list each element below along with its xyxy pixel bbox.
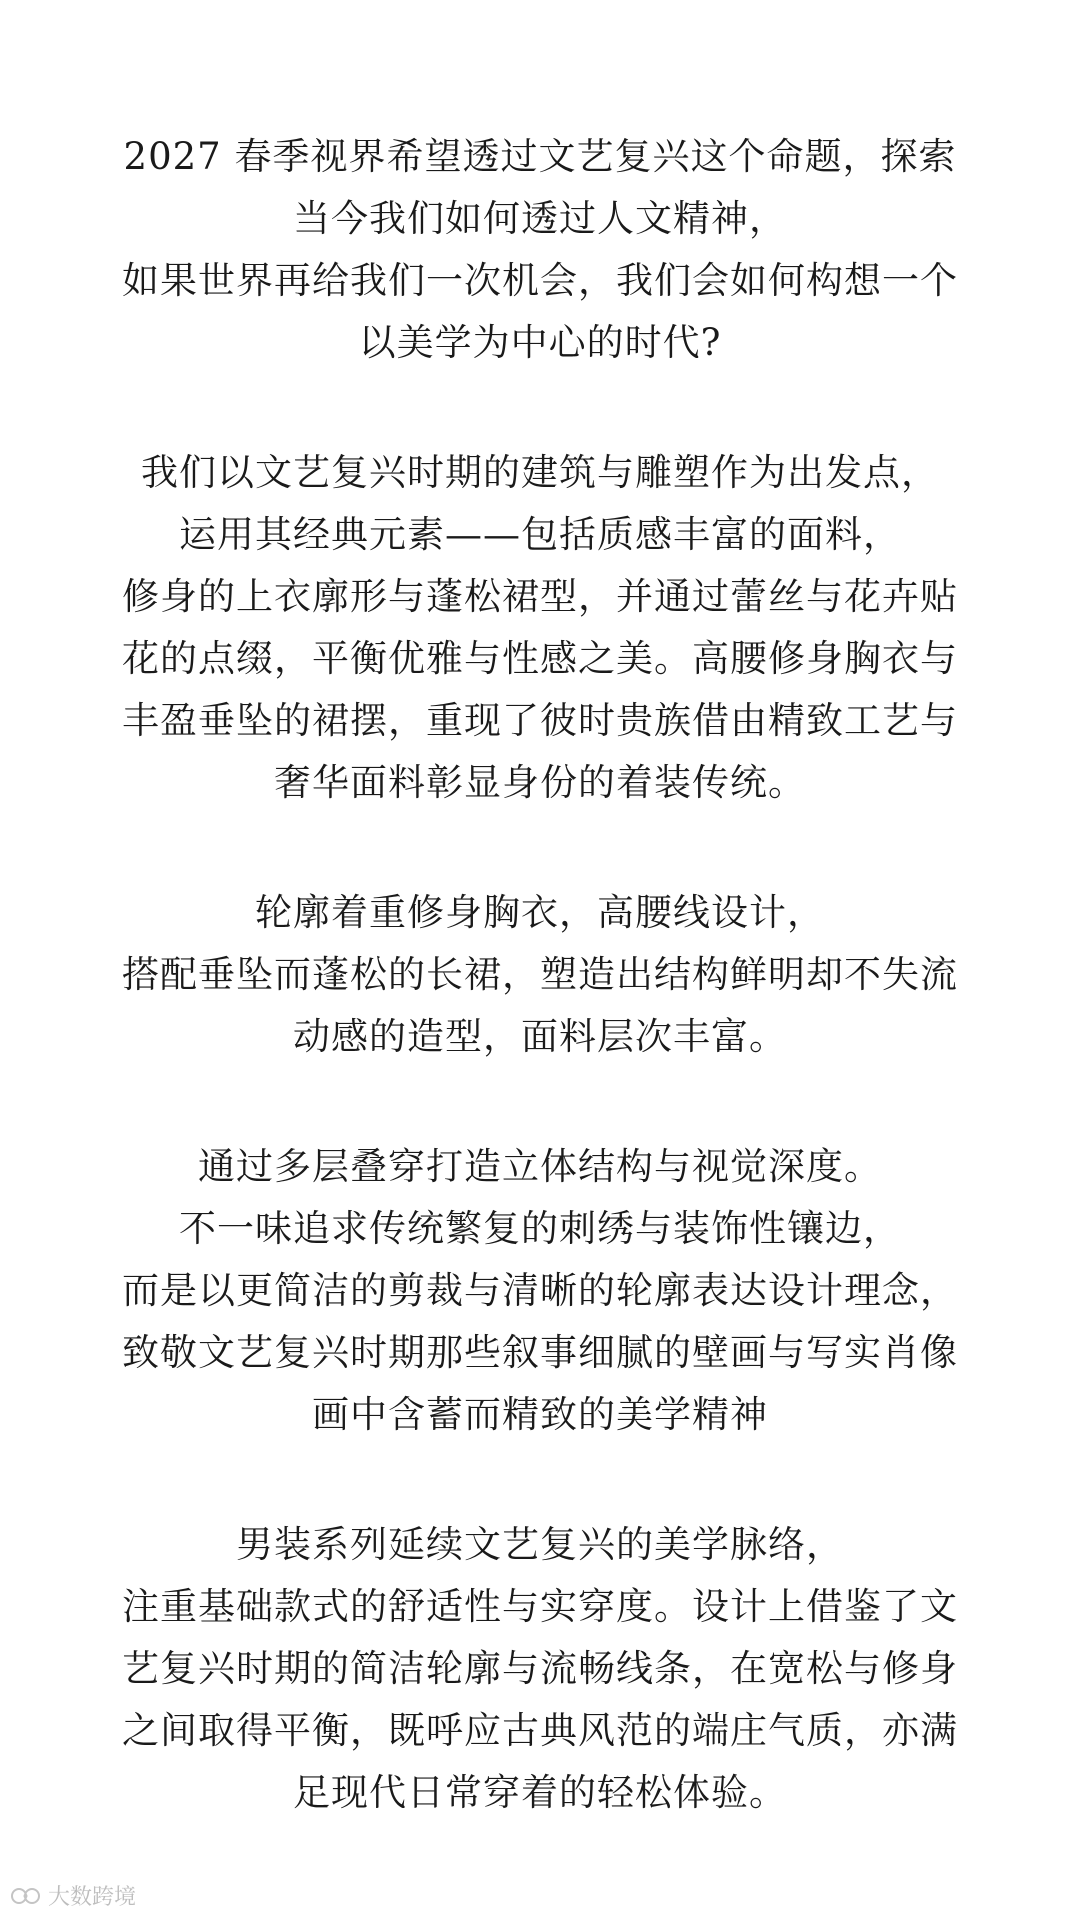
text-line: 花的点缀，平衡优雅与性感之美。高腰修身胸衣与 (122, 637, 958, 680)
watermark-text: 大数跨境 (48, 1885, 137, 1910)
text-line: 之间取得平衡，既呼应古典风范的端庄气质，亦满 (122, 1709, 958, 1752)
text-line: 搭配垂坠而蓬松的长裙，塑造出结构鲜明却不失流 (122, 953, 958, 996)
text-line: 以美学为中心的时代? (358, 321, 722, 364)
text-line: 运用其经典元素——包括质感丰富的面料， (179, 513, 901, 556)
paragraph-silhouette (60, 882, 1020, 1068)
text-line: 修身的上衣廓形与蓬松裙型，并通过蕾丝与花卉贴 (122, 575, 958, 618)
text-line: 男装系列延续文艺复兴的美学脉络， (236, 1523, 844, 1566)
text-line: 不一味追求传统繁复的刺绣与装饰性镶边， (179, 1207, 901, 1250)
text-line: 当今我们如何透过人文精神， (293, 197, 787, 240)
text-line: 而是以更简洁的剪裁与清晰的轮廓表达设计理念， (122, 1269, 958, 1312)
brand-logo-icon (10, 1885, 44, 1907)
text-line: 动感的造型，面料层次丰富。 (293, 1015, 787, 1058)
paragraph-menswear (60, 1514, 1020, 1824)
text-line: 奢华面料彰显身份的着装传统。 (274, 761, 806, 804)
text-line: 致敬文艺复兴时期那些叙事细腻的壁画与写实肖像 (122, 1331, 958, 1374)
text-line: 轮廓着重修身胸衣，高腰线设计， (255, 891, 825, 934)
text-line: 画中含蓄而精致的美学精神 (312, 1393, 768, 1436)
article-body (60, 126, 1020, 1892)
paragraph-inspiration (60, 442, 1020, 814)
paragraph-intro (60, 126, 1020, 374)
paragraph-layering (60, 1136, 1020, 1446)
text-line: 2027 春季视界希望透过文艺复兴这个命题，探索 (123, 135, 957, 178)
text-line: 艺复兴时期的简洁轮廓与流畅线条，在宽松与修身 (122, 1647, 958, 1690)
text-line: 注重基础款式的舒适性与实穿度。设计上借鉴了文 (122, 1585, 958, 1628)
watermark (10, 1880, 136, 1911)
text-line: 如果世界再给我们一次机会，我们会如何构想一个 (122, 259, 958, 302)
text-line: 我们以文艺复兴时期的建筑与雕塑作为出发点， (141, 451, 939, 494)
text-line: 丰盈垂坠的裙摆，重现了彼时贵族借由精致工艺与 (122, 699, 958, 742)
text-line: 通过多层叠穿打造立体结构与视觉深度。 (198, 1145, 882, 1188)
text-line: 足现代日常穿着的轻松体验。 (293, 1771, 787, 1814)
